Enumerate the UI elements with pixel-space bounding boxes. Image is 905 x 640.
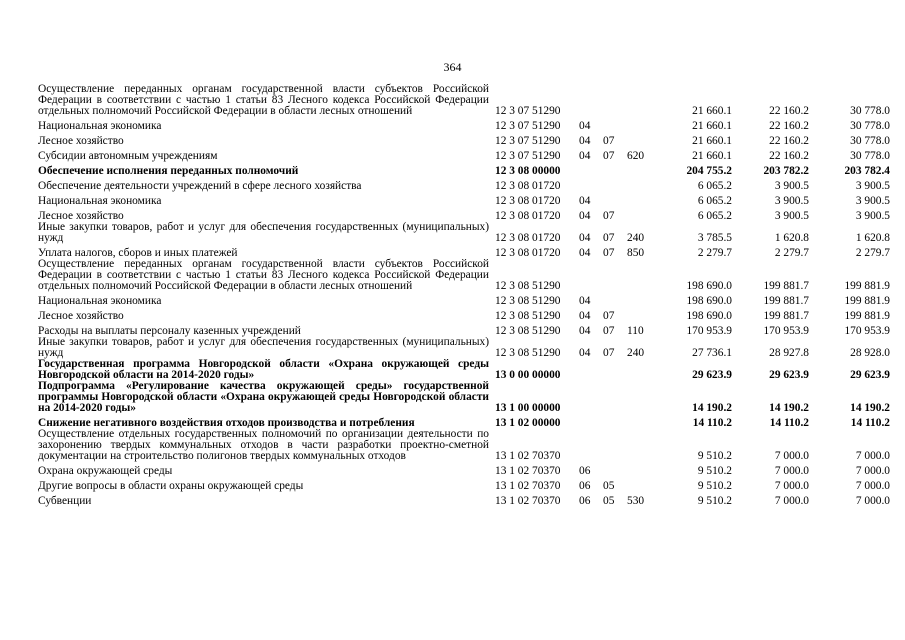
row-section xyxy=(579,177,603,192)
row-value-2: 203 782.2 xyxy=(763,165,809,177)
row-name: Иные закупки товаров, работ и услуг для обеспечения государственных (муниципальных) нужд xyxy=(38,336,489,359)
row-code: 12 3 08 01720 xyxy=(495,232,561,244)
row-subsection xyxy=(603,177,627,192)
row-subsection: 05 xyxy=(603,480,615,492)
row-expense-type xyxy=(627,359,657,381)
row-expense-type xyxy=(627,177,657,192)
row-section xyxy=(579,414,603,429)
table-row xyxy=(38,117,890,132)
table-row xyxy=(38,477,890,492)
table-row xyxy=(38,244,890,259)
row-value-2: 29 623.9 xyxy=(769,369,809,381)
row-subsection: 07 xyxy=(603,347,615,359)
row-expense-type xyxy=(627,259,657,292)
row-value-3: 7 000.0 xyxy=(855,465,890,477)
row-value-1: 204 755.2 xyxy=(686,165,732,177)
row-section: 04 xyxy=(579,347,591,359)
row-subsection xyxy=(603,359,627,381)
row-name: Лесное хозяйство xyxy=(38,310,124,322)
row-code: 12 3 08 51290 xyxy=(495,310,561,322)
row-name: Осуществление отдельных государственных полномочий по организации деятельности по захоронению твердых коммунальных отходов в части разработки проектно-сметной документации на строительство полигонов твердых коммунальных отходов xyxy=(38,428,489,462)
row-value-3: 170 953.9 xyxy=(844,325,890,337)
row-expense-type xyxy=(627,292,657,307)
row-value-2: 7 000.0 xyxy=(774,480,809,492)
row-subsection: 07 xyxy=(603,247,615,259)
row-expense-type xyxy=(627,84,657,117)
table-row xyxy=(38,322,890,337)
row-value-3: 199 881.9 xyxy=(844,280,890,292)
row-code: 12 3 08 51290 xyxy=(495,347,561,359)
row-name: Лесное хозяйство xyxy=(38,135,124,147)
table-row xyxy=(38,492,890,507)
table-row xyxy=(38,292,890,307)
row-section xyxy=(579,359,603,381)
row-expense-type xyxy=(627,429,657,462)
row-section: 04 xyxy=(579,195,591,207)
row-expense-type xyxy=(627,117,657,132)
row-name: Уплата налогов, сборов и иных платежей xyxy=(38,247,238,259)
row-value-1: 14 110.2 xyxy=(692,417,732,429)
row-value-1: 21 660.1 xyxy=(692,135,732,147)
row-subsection: 07 xyxy=(603,210,615,222)
row-code: 13 1 00 00000 xyxy=(495,402,561,414)
row-expense-type xyxy=(627,162,657,177)
row-subsection xyxy=(603,192,627,207)
row-expense-type xyxy=(627,477,657,492)
row-value-2: 7 000.0 xyxy=(774,495,809,507)
row-value-3: 14 190.2 xyxy=(850,402,890,414)
row-value-1: 9 510.2 xyxy=(697,465,732,477)
row-value-3: 7 000.0 xyxy=(855,480,890,492)
table-row xyxy=(38,462,890,477)
row-subsection: 07 xyxy=(603,135,615,147)
row-name: Другие вопросы в области охраны окружающей среды xyxy=(38,480,304,492)
row-code: 13 1 02 70370 xyxy=(495,480,561,492)
row-value-1: 21 660.1 xyxy=(692,105,732,117)
row-expense-type xyxy=(627,207,657,222)
row-value-3: 14 110.2 xyxy=(850,417,890,429)
row-value-1: 14 190.2 xyxy=(692,402,732,414)
row-value-3: 29 623.9 xyxy=(850,369,890,381)
row-value-1: 198 690.0 xyxy=(686,295,732,307)
row-value-2: 199 881.7 xyxy=(763,310,809,322)
row-section: 04 xyxy=(579,210,591,222)
row-subsection xyxy=(603,117,627,132)
row-value-2: 1 620.8 xyxy=(774,232,809,244)
row-value-3: 3 900.5 xyxy=(855,180,890,192)
row-code: 12 3 07 51290 xyxy=(495,105,561,117)
row-section: 04 xyxy=(579,325,591,337)
row-name: Национальная экономика xyxy=(38,120,162,132)
row-expense-type xyxy=(627,307,657,322)
row-value-3: 30 778.0 xyxy=(850,135,890,147)
row-value-3: 28 928.0 xyxy=(850,347,890,359)
row-value-2: 3 900.5 xyxy=(774,195,809,207)
row-code: 12 3 08 51290 xyxy=(495,325,561,337)
table-row xyxy=(38,359,890,381)
row-value-1: 6 065.2 xyxy=(697,210,732,222)
row-section xyxy=(579,259,603,292)
table-row xyxy=(38,207,890,222)
row-section: 04 xyxy=(579,120,591,132)
page-number: 364 xyxy=(443,60,462,74)
row-code: 12 3 08 01720 xyxy=(495,247,561,259)
row-value-2: 28 927.8 xyxy=(769,347,809,359)
row-value-3: 199 881.9 xyxy=(844,295,890,307)
row-expense-type: 620 xyxy=(627,150,645,162)
row-value-1: 29 623.9 xyxy=(692,369,732,381)
row-section xyxy=(579,84,603,117)
row-expense-type xyxy=(627,132,657,147)
row-value-2: 22 160.2 xyxy=(769,105,809,117)
row-value-2: 7 000.0 xyxy=(774,465,809,477)
row-value-3: 30 778.0 xyxy=(850,105,890,117)
row-code: 12 3 08 01720 xyxy=(495,210,561,222)
row-code: 12 3 07 51290 xyxy=(495,120,561,132)
row-value-3: 2 279.7 xyxy=(855,247,890,259)
row-subsection: 07 xyxy=(603,232,615,244)
row-code: 13 0 00 00000 xyxy=(495,369,561,381)
row-section: 06 xyxy=(579,480,591,492)
row-expense-type: 850 xyxy=(627,247,645,259)
row-expense-type xyxy=(627,381,657,414)
row-value-2: 22 160.2 xyxy=(769,150,809,162)
row-value-1: 3 785.5 xyxy=(697,232,732,244)
row-value-3: 7 000.0 xyxy=(855,495,890,507)
table-row xyxy=(38,337,890,359)
row-code: 12 3 07 51290 xyxy=(495,135,561,147)
row-code: 12 3 08 01720 xyxy=(495,180,561,192)
table-row xyxy=(38,222,890,244)
row-value-2: 14 190.2 xyxy=(769,402,809,414)
row-value-1: 6 065.2 xyxy=(697,180,732,192)
row-name: Обеспечение исполнения переданных полномочий xyxy=(38,165,299,177)
row-value-2: 14 110.2 xyxy=(769,417,809,429)
row-expense-type: 240 xyxy=(627,232,645,244)
table-row xyxy=(38,429,890,462)
row-value-2: 170 953.9 xyxy=(763,325,809,337)
row-value-2: 199 881.7 xyxy=(763,280,809,292)
row-value-2: 2 279.7 xyxy=(774,247,809,259)
table-row xyxy=(38,259,890,292)
row-value-1: 27 736.1 xyxy=(692,347,732,359)
row-name: Охрана окружающей среды xyxy=(38,465,173,477)
row-expense-type: 110 xyxy=(627,325,644,337)
row-subsection: 07 xyxy=(603,310,615,322)
row-section: 04 xyxy=(579,232,591,244)
row-value-3: 199 881.9 xyxy=(844,310,890,322)
row-section: 06 xyxy=(579,465,591,477)
row-code: 12 3 08 51290 xyxy=(495,295,561,307)
row-name: Осуществление переданных органам государственной власти субъектов Российской Федерации в соответствии с частью 1 статьи 83 Лесного кодекса Российской Федерации отдельных полномочий Российской Федерации в области лесных отношений xyxy=(38,83,489,117)
row-value-2: 22 160.2 xyxy=(769,135,809,147)
row-value-2: 3 900.5 xyxy=(774,210,809,222)
row-value-3: 30 778.0 xyxy=(850,120,890,132)
row-code: 13 1 02 70370 xyxy=(495,465,561,477)
row-name: Обеспечение деятельности учреждений в сфере лесного хозяйства xyxy=(38,180,362,192)
row-value-1: 9 510.2 xyxy=(697,495,732,507)
table-row xyxy=(38,147,890,162)
row-expense-type xyxy=(627,414,657,429)
row-subsection: 05 xyxy=(603,495,615,507)
row-name: Субвенции xyxy=(38,495,92,507)
row-value-1: 198 690.0 xyxy=(686,310,732,322)
row-value-1: 9 510.2 xyxy=(697,450,732,462)
row-subsection xyxy=(603,84,627,117)
row-value-1: 21 660.1 xyxy=(692,150,732,162)
row-code: 12 3 08 51290 xyxy=(495,280,561,292)
row-section: 04 xyxy=(579,295,591,307)
row-value-3: 3 900.5 xyxy=(855,195,890,207)
row-subsection xyxy=(603,259,627,292)
row-name: Субсидии автономным учреждениям xyxy=(38,150,218,162)
row-section: 04 xyxy=(579,135,591,147)
table-row xyxy=(38,192,890,207)
row-name: Национальная экономика xyxy=(38,195,162,207)
row-section: 04 xyxy=(579,150,591,162)
row-name: Государственная программа Новгородской области «Охрана окружающей среды Новгородской области на 2014-2020 годы» xyxy=(38,358,489,381)
row-code: 13 1 02 00000 xyxy=(495,417,561,429)
row-expense-type: 530 xyxy=(627,495,645,507)
row-value-1: 21 660.1 xyxy=(692,120,732,132)
row-section: 04 xyxy=(579,310,591,322)
row-subsection: 07 xyxy=(603,150,615,162)
row-value-2: 3 900.5 xyxy=(774,180,809,192)
row-name: Осуществление переданных органам государственной власти субъектов Российской Федерации в соответствии с частью 1 статьи 83 Лесного кодекса Российской Федерации отдельных полномочий Российской Федерации в области лесных отношений xyxy=(38,258,489,292)
row-name: Лесное хозяйство xyxy=(38,210,124,222)
row-subsection: 07 xyxy=(603,325,615,337)
row-value-1: 2 279.7 xyxy=(697,247,732,259)
row-code: 12 3 08 01720 xyxy=(495,195,561,207)
table-row xyxy=(38,177,890,192)
row-value-3: 3 900.5 xyxy=(855,210,890,222)
budget-table xyxy=(38,84,890,507)
row-value-1: 9 510.2 xyxy=(697,480,732,492)
row-section xyxy=(579,162,603,177)
row-expense-type xyxy=(627,462,657,477)
table-row xyxy=(38,162,890,177)
row-name: Подпрограмма «Регулирование качества окружающей среды» государственной программы Новгородской области «Охрана окружающей среды Новгородской области на 2014-2020 годы» xyxy=(38,380,489,414)
row-value-3: 30 778.0 xyxy=(850,150,890,162)
table-row xyxy=(38,132,890,147)
row-subsection xyxy=(603,292,627,307)
row-value-2: 7 000.0 xyxy=(774,450,809,462)
row-subsection xyxy=(603,162,627,177)
row-expense-type xyxy=(627,192,657,207)
row-value-3: 1 620.8 xyxy=(855,232,890,244)
row-code: 12 3 07 51290 xyxy=(495,150,561,162)
budget-table-body xyxy=(38,84,890,507)
row-value-1: 6 065.2 xyxy=(697,195,732,207)
table-row xyxy=(38,84,890,117)
row-code: 13 1 02 70370 xyxy=(495,495,561,507)
row-name: Снижение негативного воздействия отходов производства и потребления xyxy=(38,417,415,429)
row-value-2: 199 881.7 xyxy=(763,295,809,307)
row-name: Иные закупки товаров, работ и услуг для обеспечения государственных (муниципальных) нужд xyxy=(38,221,489,244)
row-subsection xyxy=(603,429,627,462)
row-value-1: 170 953.9 xyxy=(686,325,732,337)
row-code: 12 3 08 00000 xyxy=(495,165,561,177)
row-code: 13 1 02 70370 xyxy=(495,450,561,462)
table-row xyxy=(38,381,890,414)
table-row xyxy=(38,414,890,429)
row-name: Расходы на выплаты персоналу казенных учреждений xyxy=(38,325,301,337)
row-expense-type: 240 xyxy=(627,347,645,359)
row-name: Национальная экономика xyxy=(38,295,162,307)
row-section: 04 xyxy=(579,247,591,259)
row-subsection xyxy=(603,414,627,429)
row-section xyxy=(579,429,603,462)
row-value-2: 22 160.2 xyxy=(769,120,809,132)
row-section: 06 xyxy=(579,495,591,507)
row-value-3: 203 782.4 xyxy=(844,165,890,177)
row-value-3: 7 000.0 xyxy=(855,450,890,462)
row-subsection xyxy=(603,462,627,477)
table-row xyxy=(38,307,890,322)
row-value-1: 198 690.0 xyxy=(686,280,732,292)
row-section xyxy=(579,381,603,414)
row-subsection xyxy=(603,381,627,414)
